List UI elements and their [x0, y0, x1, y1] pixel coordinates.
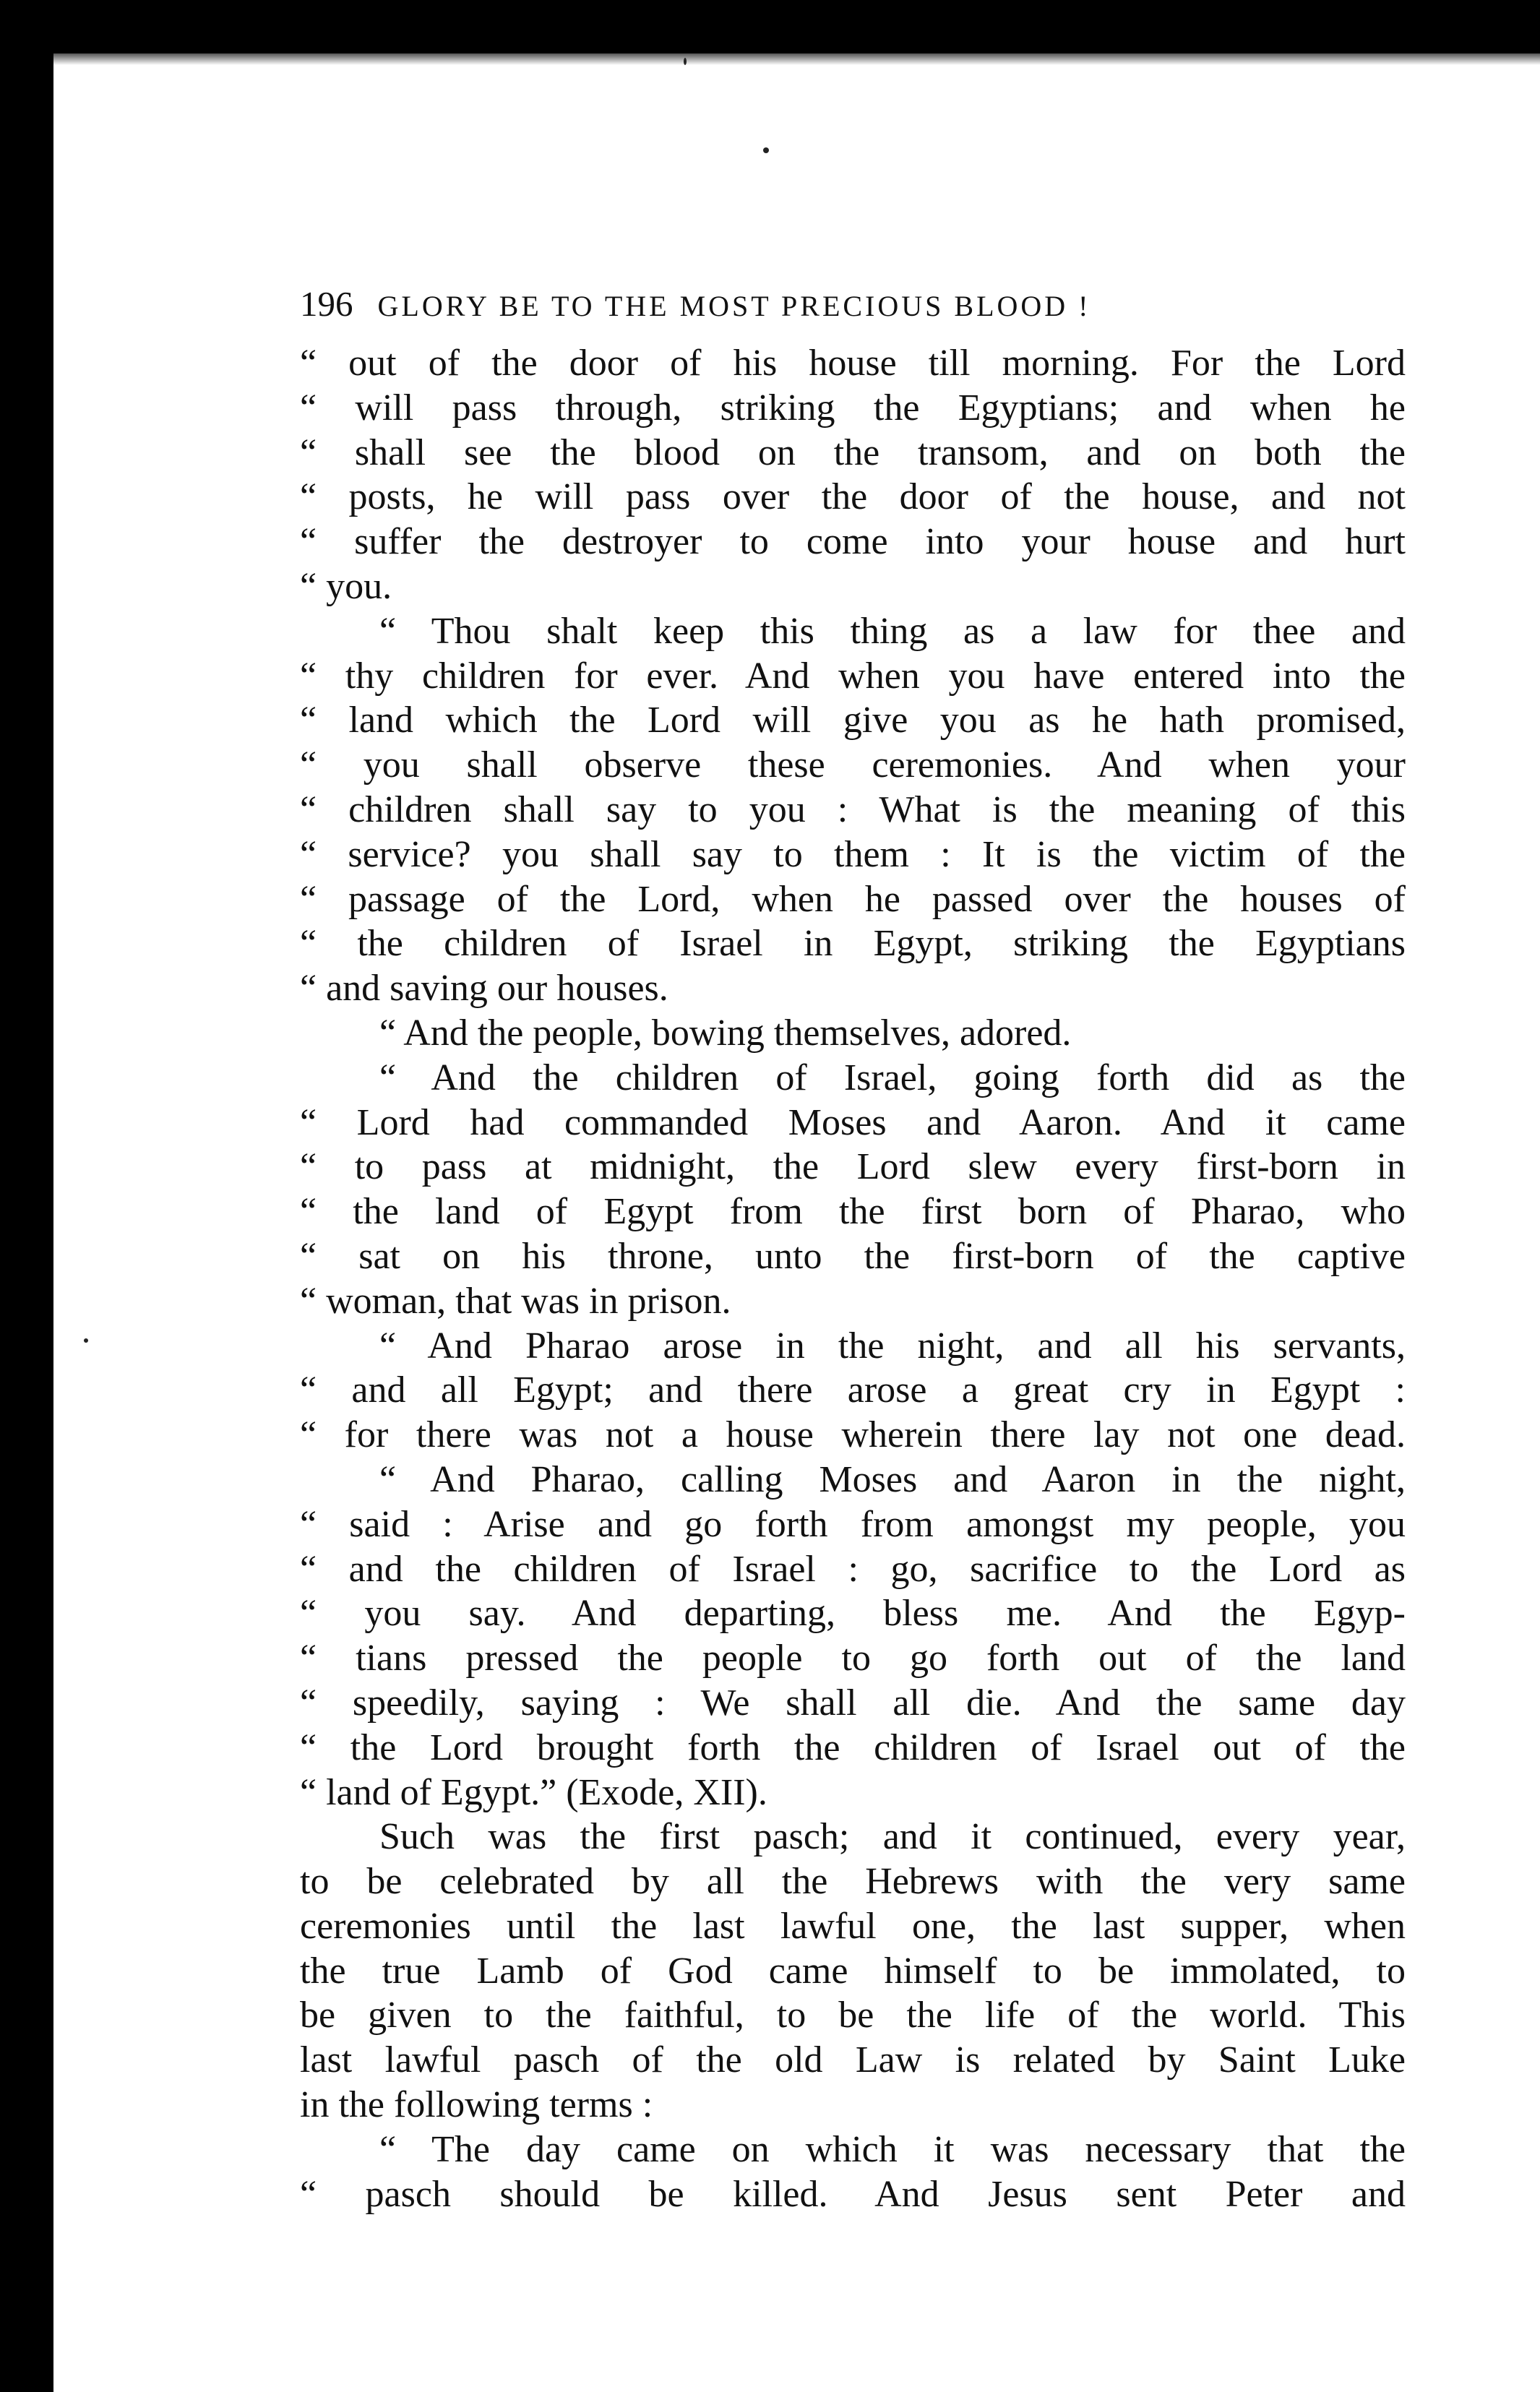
- text-line: “ for there was not a house wherein there lay not one dead.: [300, 1414, 1406, 1456]
- text-line: “ service? you shall say to them : It is the victim of the: [300, 833, 1406, 875]
- text-line: “ said : Arise and go forth from amongst my people, you: [300, 1503, 1406, 1545]
- text-line: “ out of the door of his house till morning. For the Lord: [300, 343, 1406, 384]
- text-line: last lawful pasch of the old Law is related by Saint Luke: [300, 2039, 1406, 2081]
- scan-border-top-shadow: [0, 53, 1540, 65]
- running-head: [300, 283, 1406, 341]
- scan-speck: [763, 147, 769, 153]
- text-line: “ land which the Lord will give you as he hath promised,: [300, 700, 1406, 741]
- text-line: “ the land of Egypt from the first born of Pharao, who: [300, 1191, 1406, 1233]
- text-line: “ sat on his throne, unto the first-born of the captive: [300, 1235, 1406, 1277]
- text-line: in the following terms :: [300, 2084, 653, 2126]
- text-line: “ the Lord brought forth the children of Israel out of the: [300, 1726, 1406, 1768]
- text-line: “ you.: [300, 565, 392, 607]
- scan-border-left: [0, 0, 53, 2392]
- text-line: “ children shall say to you : What is the meaning of this: [300, 788, 1406, 830]
- text-line: “ Thou shalt keep this thing as a law for thee and: [379, 610, 1406, 652]
- text-line: “ the children of Israel in Egypt, striking the Egyptians: [300, 923, 1406, 965]
- text-line: to be celebrated by all the Hebrews with the very same: [300, 1861, 1406, 1903]
- text-line: “ Lord had commanded Moses and Aaron. And it came: [300, 1101, 1406, 1143]
- text-line: ceremonies until the last lawful one, the last supper, when: [300, 1905, 1406, 1947]
- text-line: “ tians pressed the people to go forth out of the land: [300, 1638, 1406, 1679]
- text-line: “ woman, that was in prison.: [300, 1280, 731, 1322]
- text-line: “ passage of the Lord, when he passed over the houses of: [300, 878, 1406, 920]
- text-line: “ shall see the blood on the transom, and on both the: [300, 431, 1406, 473]
- scan-border-top: [0, 0, 1540, 53]
- text-line: “ to pass at midnight, the Lord slew every first-born in: [300, 1146, 1406, 1188]
- text-line: “ And Pharao, calling Moses and Aaron in the night,: [379, 1458, 1406, 1500]
- text-line: “ and all Egypt; and there arose a great cry in Egypt :: [300, 1369, 1406, 1411]
- text-line: “ you shall observe these ceremonies. And when your: [300, 744, 1406, 786]
- text-line: “ thy children for ever. And when you have entered into the: [300, 655, 1406, 697]
- running-head-title: GLORY BE TO THE MOST PRECIOUS BLOOD !: [377, 290, 1091, 322]
- text-line: “ And Pharao arose in the night, and all his servants,: [379, 1325, 1406, 1367]
- scan-speck: [684, 58, 687, 65]
- text-line: “ posts, he will pass over the door of the house, and not: [300, 476, 1406, 518]
- text-line: Such was the first pasch; and it continued, every year,: [379, 1816, 1406, 1858]
- text-line: be given to the faithful, to be the life of the world. This: [300, 1995, 1406, 2036]
- text-line: “ you say. And departing, bless me. And the Egyp-: [300, 1593, 1406, 1635]
- text-line: “ suffer the destroyer to come into your house and hurt: [300, 521, 1406, 563]
- body-text: [300, 341, 1406, 2216]
- text-line: “ land of Egypt.” (Exode, XII).: [300, 1771, 767, 1813]
- text-line: “ The day came on which it was necessary that the: [379, 2128, 1406, 2170]
- text-line: “ And the people, bowing themselves, adored.: [379, 1012, 1072, 1054]
- book-page: [300, 283, 1406, 2216]
- text-line: the true Lamb of God came himself to be immolated, to: [300, 1950, 1406, 1992]
- text-line: “ and the children of Israel : go, sacrifice to the Lord as: [300, 1548, 1406, 1590]
- text-line: “ and saving our houses.: [300, 968, 668, 1010]
- text-line: “ will pass through, striking the Egyptians; and when he: [300, 387, 1406, 429]
- text-line: “ pasch should be killed. And Jesus sent Peter and: [300, 2173, 1406, 2215]
- text-line: “ speedily, saying : We shall all die. And the same day: [300, 1682, 1406, 1724]
- scan-speck: [84, 1338, 88, 1343]
- text-line: “ And the children of Israel, going forth did as the: [379, 1057, 1406, 1098]
- page-number: 196: [300, 284, 353, 324]
